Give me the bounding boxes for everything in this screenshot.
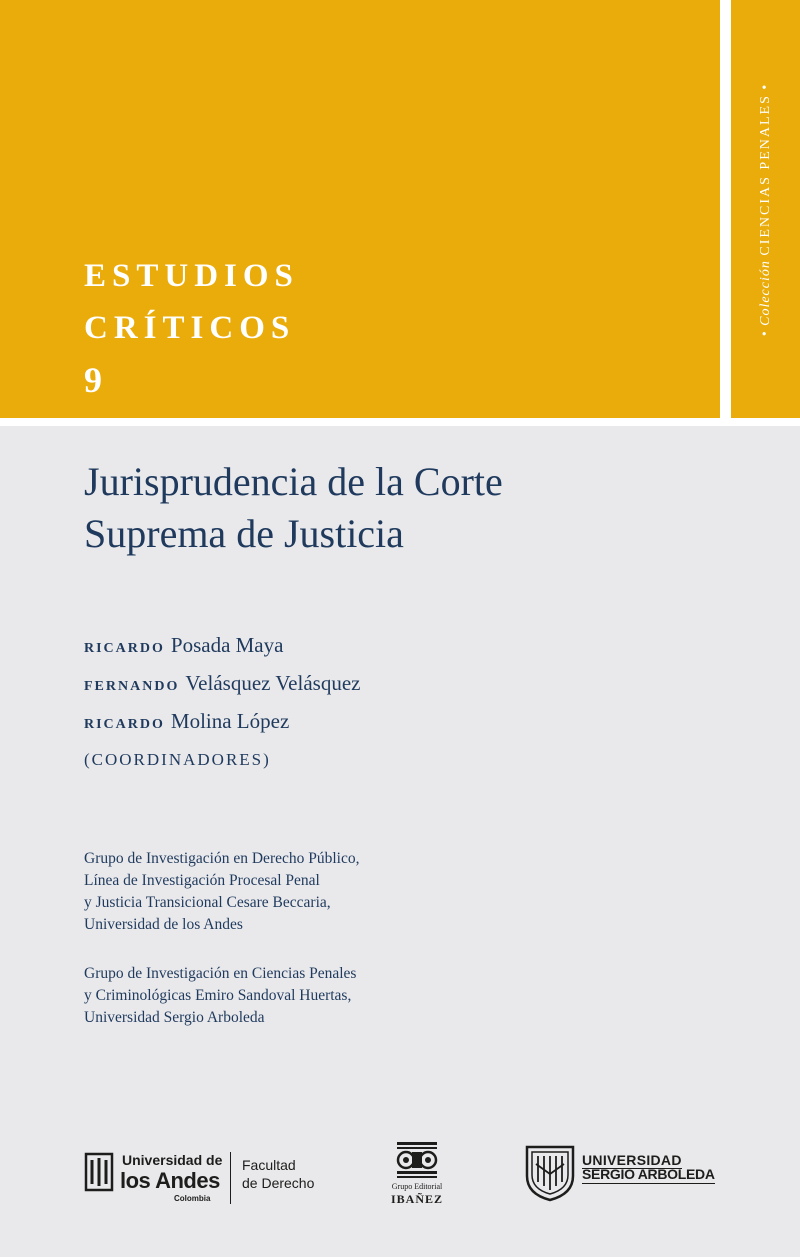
author-first-name: RICARDO — [84, 717, 165, 732]
collection-label — [758, 84, 774, 337]
andes-country: Colombia — [174, 1194, 211, 1203]
title-line-1: Jurisprudencia de la Corte — [84, 459, 503, 504]
band-gap — [720, 0, 731, 418]
series-line-1: ESTUDIOS — [84, 258, 299, 294]
collection-prefix: • Colección — [758, 260, 773, 337]
andes-faculty — [242, 1156, 314, 1192]
affiliation-line: Grupo de Investigación en Derecho Público, — [84, 850, 360, 867]
author — [84, 704, 360, 742]
usa-name-line-2: SERGIO ARBOLEDA — [582, 1166, 715, 1182]
authors-list — [84, 628, 360, 777]
author-last-name: Molina López — [170, 709, 290, 733]
series-number: 9 — [84, 360, 102, 400]
affiliation-arboleda — [84, 963, 356, 1029]
title-line-2: Suprema de Justicia — [84, 511, 404, 556]
series-title — [84, 250, 299, 406]
affiliation-andes — [84, 848, 359, 936]
affiliation-line: y Justicia Transicional Cesare Beccaria, — [84, 894, 331, 911]
faculty-line-1: Facultad — [242, 1157, 296, 1173]
sergio-arboleda-logo — [524, 1144, 744, 1204]
ibanez-logo — [384, 1140, 450, 1210]
affiliation-line: Línea de Investigación Procesal Penal — [84, 872, 320, 889]
author — [84, 628, 360, 666]
affiliation-line: Grupo de Investigación en Ciencias Penales — [84, 965, 357, 982]
collection-suffix: • — [758, 83, 773, 90]
role-label: (COORDINADORES) — [84, 750, 271, 769]
andes-name-line-1: Universidad de — [122, 1152, 223, 1168]
author-last-name: Posada Maya — [170, 633, 284, 657]
divider-line — [0, 418, 800, 426]
logo-divider — [230, 1152, 231, 1204]
ibanez-group-label: Grupo Editorial — [391, 1182, 443, 1191]
series-line-2: CRÍTICOS — [84, 310, 296, 346]
ibanez-name: IBAÑEZ — [390, 1192, 443, 1206]
affiliation-line: Universidad de los Andes — [84, 916, 243, 933]
author-first-name: FERNANDO — [84, 679, 180, 694]
author-last-name: Velásquez Velásquez — [185, 671, 361, 695]
book-title — [84, 456, 503, 560]
faculty-line-2: de Derecho — [242, 1175, 315, 1191]
collection-name: CIENCIAS PENALES — [758, 94, 773, 256]
usa-name-line-1: UNIVERSIDAD — [582, 1152, 682, 1168]
affiliation-line: Universidad Sergio Arboleda — [84, 1009, 265, 1026]
andes-logo-icon — [82, 1150, 116, 1194]
affiliation-line: y Criminológicas Emiro Sandoval Huertas, — [84, 987, 352, 1004]
column-capital-icon — [384, 1140, 450, 1180]
author-first-name: RICARDO — [84, 641, 165, 656]
author — [84, 666, 360, 704]
andes-name-line-2: los Andes — [120, 1168, 220, 1193]
shield-icon — [524, 1144, 576, 1202]
andes-logo — [82, 1148, 322, 1208]
